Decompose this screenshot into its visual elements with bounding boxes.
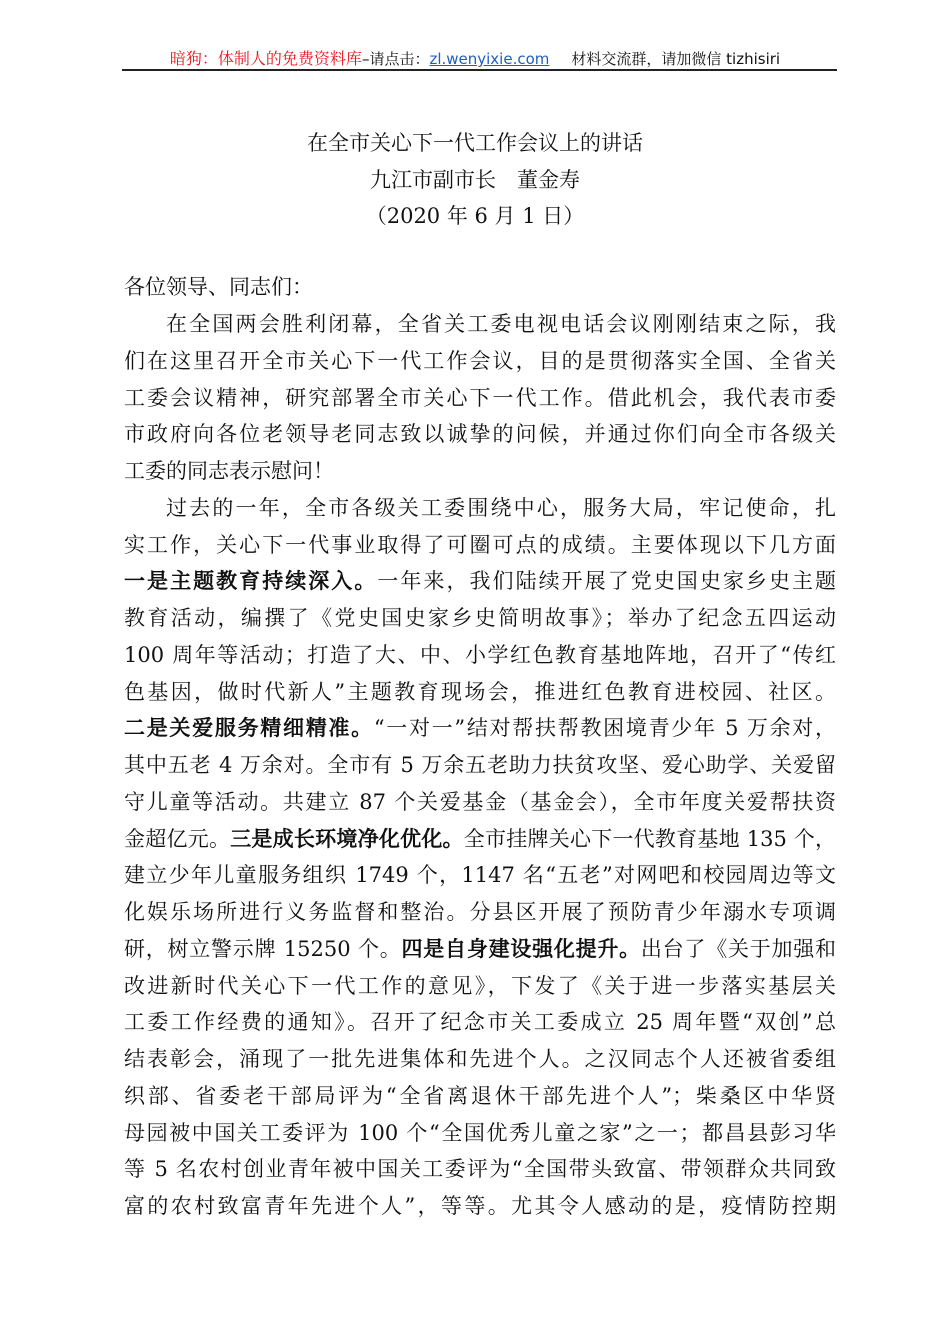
body-text: 教育活动，编撰了《党史国史家乡史简明故事》；举办了纪念五四运动: [124, 606, 836, 630]
bold-heading-text: 二是关爱服务精细精准。: [124, 715, 374, 741]
text-line: [124, 936, 836, 962]
text-line: [124, 973, 836, 999]
body-text: “一对一”结对帮扶帮教困境青少年 5 万余对，: [373, 716, 836, 741]
text-line: [124, 679, 836, 705]
body-text: 建立少年儿童服务组织 1749 个，1147 名“五老”对网吧和校园周边等文: [124, 863, 836, 888]
text-line: [124, 752, 836, 778]
document-title: 在全市关心下一代工作会议上的讲话: [307, 131, 643, 155]
text-line: [124, 568, 836, 594]
body-text: 出台了《关于加强和: [640, 936, 836, 961]
body-text: 守儿童等活动。共建立 87 个关爱基金（基金会），全市年度关爱帮扶资: [124, 789, 836, 814]
text-line: [124, 1120, 836, 1146]
body-text: 工委会议精神，研究部署全市关心下一代工作。借此机会，我代表市委: [124, 385, 836, 410]
document-author: 九江市副市长 董金寿: [370, 168, 580, 192]
text-line: [124, 715, 836, 741]
header-divider: [122, 69, 837, 71]
text-line: [166, 495, 836, 521]
body-text: 改进新时代关心下一代工作的意见》，下发了《关于进一步落实基层关: [124, 973, 836, 998]
text-line: [124, 605, 836, 631]
text-line: [124, 899, 836, 925]
text-line: [124, 532, 836, 558]
text-line: [124, 458, 836, 484]
body-text: 织部、省委老干部局评为“全省离退休干部先进个人”；柴桑区中华贤: [124, 1083, 836, 1108]
body-text: 母园被中国关工委评为 100 个“全国优秀儿童之家”之一；都昌县彭习华: [124, 1120, 836, 1145]
bold-heading-text: 三是成长环境净化优化。: [230, 825, 464, 851]
text-line: [124, 826, 836, 852]
header-brand: 暗狗：体制人的免费资料库: [169, 49, 362, 68]
bold-heading-text: 一是主题教育持续深入。: [124, 568, 378, 594]
body-text: 化娱乐场所进行义务监督和整治。分县区开展了预防青少年溺水专项调: [124, 900, 836, 924]
text-line: [124, 1009, 836, 1035]
text-line: [124, 385, 836, 411]
body-text: 色基因，做时代新人”主题教育现场会，推进红色教育进校园、社区。: [124, 679, 836, 704]
body-text: 其中五老 4 万余对。全市有 5 万余五老助力扶贫攻坚、爱心助学、关爱留: [124, 753, 836, 777]
text-line: [124, 789, 836, 815]
body-text: 一年来，我们陆续开展了党史国史家乡史主题: [377, 569, 837, 594]
header-note: 材料交流群，请加微信 tizhisiri: [571, 50, 781, 68]
text-line: [124, 274, 836, 300]
body-text: 金超亿元。: [124, 826, 231, 851]
body-text: 在全国两会胜利闭幕，全省关工委电视电话会议刚刚结束之际，我: [166, 312, 836, 336]
body-text: 各位领导、同志们：: [124, 275, 313, 299]
body-text: 等 5 名农村创业青年被中国关工委评为“全国带头致富、带领群众共同致: [124, 1157, 836, 1182]
text-line: [124, 862, 836, 888]
body-text: 市政府向各位老领导老同志致以诚挚的问候，并通过你们向全市各级关: [124, 422, 836, 447]
header-link[interactable]: zl.wenyixie.com: [429, 50, 550, 68]
body-text: 富的农村致富青年先进个人”，等等。尤其令人感动的是，疫情防控期: [124, 1194, 836, 1218]
body-text: 100 周年等活动；打造了大、中、小学红色教育基地阵地，召开了“传红: [124, 642, 836, 667]
body-text: 结表彰会，涌现了一批先进集体和先进个人。之汉同志个人还被省委组: [124, 1047, 836, 1071]
body-text: 研，树立警示牌 15250 个。: [124, 936, 402, 961]
body-text: 工委的同志表示慰问！: [124, 459, 334, 483]
body-text: 工委工作经费的通知》。召开了纪念市关工委成立 25 周年暨“双创”总: [124, 1010, 836, 1035]
bold-heading-text: 四是自身建设强化提升。: [401, 935, 641, 961]
page-header: [0, 46, 950, 69]
text-line: [124, 421, 836, 447]
text-line: [124, 1083, 836, 1109]
body-text: 实工作，关心下一代事业取得了可圈可点的成绩。主要体现以下几方面: [124, 532, 836, 557]
text-line: [124, 1193, 836, 1219]
body-text: 过去的一年，全市各级关工委围绕中心，服务大局，牢记使命，扎: [166, 495, 836, 520]
text-line: [124, 1156, 836, 1182]
text-line: [166, 311, 836, 337]
body-text: 们在这里召开全市关心下一代工作会议，目的是贯彻落实全国、全省关: [124, 348, 836, 373]
body-text: 全市挂牌关心下一代教育基地 135 个，: [463, 826, 837, 851]
text-line: [124, 348, 836, 374]
document-date: （2020 年 6 月 1 日）: [365, 204, 585, 228]
text-line: [124, 642, 836, 668]
header-prompt: –请点击：: [361, 50, 430, 68]
text-line: [124, 1046, 836, 1072]
